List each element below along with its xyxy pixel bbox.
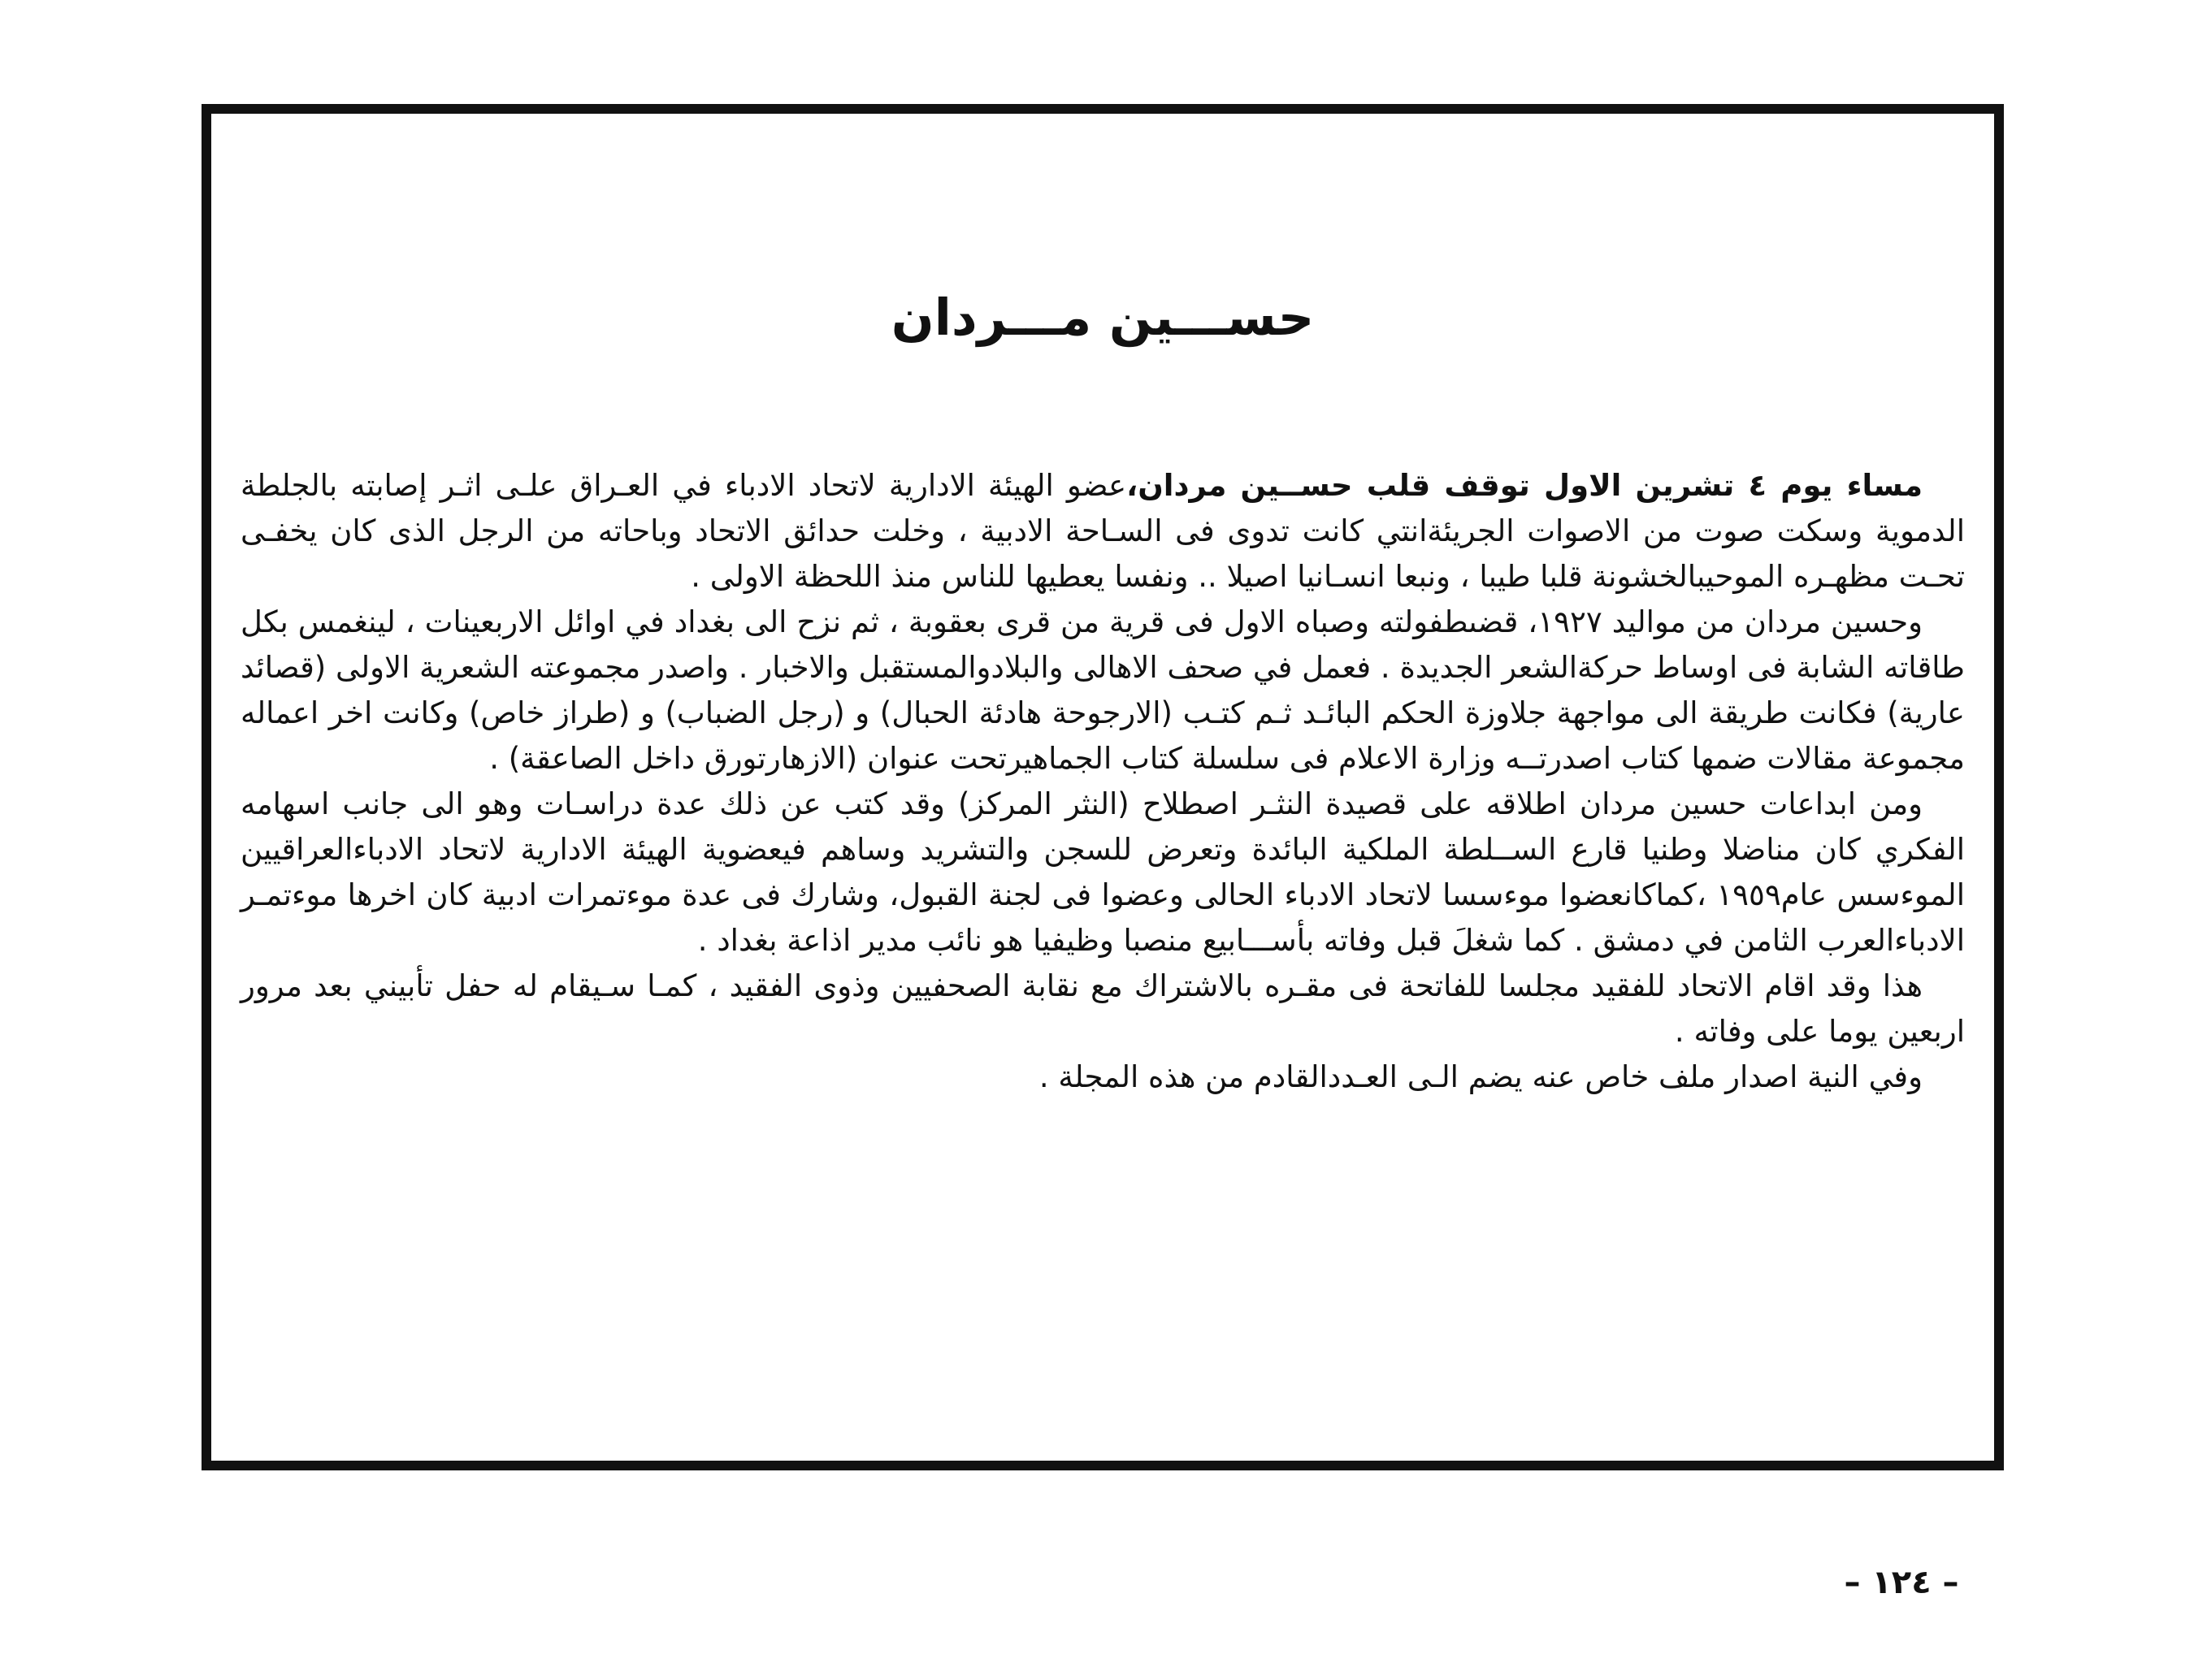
article-title: حســـين مـــردان [891, 288, 1315, 347]
article-body [241, 463, 1965, 1100]
paragraph-5 [241, 1054, 1965, 1100]
paragraph-text: هذا وقد اقام الاتحاد للفقيد مجلسا للفاتحة فى مقـره بالاشتراك مع نقابة الصحفيين وذوى الفقيد ، كمـا سـيقام له حفل تأبيني بعد مرور اربعين يوما على وفاته . [241, 968, 1965, 1049]
paragraph-3 [241, 782, 1965, 963]
paragraph-1 [241, 463, 1965, 600]
paragraph-text: عضو الهيئة الادارية لاتحاد الادباء في العـراق علـى اثـر إصابته بالجلطة الدموية وسكت صوت من الاصوات الجريئةانتي كانت تدوى فى السـاحة الادبية ، وخلت حدائق الاتحاد وباحاته من الرجل الذى كان يخفـى تحـت مظهـره الموحيبالخشونة قلبا طيبا ، ونبعا انسـانيا اصيلا .. ونفسا يعطيها للناس منذ اللحظة الاولى . [241, 468, 1965, 594]
paragraph-text: وحسين مردان من مواليد ١٩٢٧، قضىطفولته وصباه الاول فى قرية من قرى بعقوبة ، ثم نزح الى بغداد في اوائل الاربعينات ، لينغمس بكل طاقاته الشابة فى اوساط حركةالشعر الجديدة . فعمل في صحف الاهالى والبلادوالمستقبل والاخبار . واصدر مجموعته الشعرية الاولى (قصائد عارية) فكانت طريقة الى مواجهة جلاوزة الحكم البائـد ثـم كتـب (الارجوحة هادئة الحبال) و (رجل الضباب) و (طراز خاص) وكانت اخر اعماله مجموعة مقالات ضمها كتاب اصدرتــه وزارة الاعلام فى سلسلة كتاب الجماهيرتحت عنوان (الازهارتورق داخل الصاعقة) . [241, 604, 1965, 776]
article [241, 114, 1965, 1461]
page-number: – ١٢٤ – [1844, 1564, 1959, 1601]
paragraph-lead: مساء يوم ٤ تشرين الاول توقف قلب حســين مردان، [1126, 468, 1923, 503]
paragraph-4 [241, 963, 1965, 1054]
paragraph-text: وفي النية اصدار ملف خاص عنه يضم الـى العـددالقادم من هذه المجلة . [1038, 1059, 1923, 1094]
paragraph-2 [241, 600, 1965, 782]
page-border [202, 104, 2004, 1470]
paragraph-text: ومن ابداعات حسين مردان اطلاقه على قصيدة النثـر اصطلاح (النثر المركز) وقد كتب عن ذلك عدة دراسـات وهو الى جانب اسهامه الفكري كان مناضلا وطنيا قارع الســلطة الملكية البائدة وتعرض للسجن والتشريد وساهم فيعضوية الهيئة الادارية لاتحاد الادباءالعراقيين الموءسس عام١٩٥٩ ،كماكانعضوا موءسسا لاتحاد الادباء الحالى وعضوا فى لجنة القبول، وشارك فى عدة موءتمرات ادبية كان اخرها موءتمـر الادباءالعرب الثامن في دمشق . كما شغلَ قبل وفاته بأســـابيع منصبا وظيفيا هو نائب مدير اذاعة بغداد . [241, 786, 1965, 958]
